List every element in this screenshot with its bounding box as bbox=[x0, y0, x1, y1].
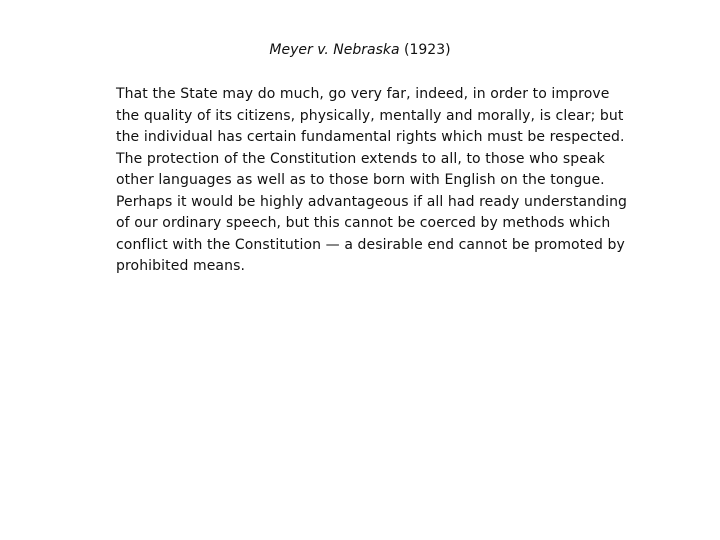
quote-line: prohibited means. bbox=[116, 258, 246, 274]
quote-line: Perhaps it would be highly advantageous if all had ready understanding bbox=[116, 193, 628, 210]
case-year: (1923) bbox=[404, 42, 451, 58]
quote-line: other languages as well as to those born with English on the tongue. bbox=[116, 172, 605, 188]
quote-line: The protection of the Constitution extends to all, to those who speak bbox=[116, 150, 605, 167]
quote-line: conflict with the Constitution — a desirable end cannot be promoted by bbox=[116, 236, 625, 253]
case-name: Meyer v. Nebraska bbox=[269, 42, 400, 58]
quote-line: That the State may do much, go very far, indeed, in order to improve bbox=[116, 86, 610, 102]
quote-line: the individual has certain fundamental rights which must be respected. bbox=[116, 129, 625, 145]
quote-line: the quality of its citizens, physically, mentally and morally, is clear; but bbox=[116, 107, 624, 124]
quote-paragraph bbox=[116, 84, 656, 278]
case-heading bbox=[0, 40, 720, 60]
quote-line: of our ordinary speech, but this cannot be coerced by methods which bbox=[116, 215, 611, 231]
